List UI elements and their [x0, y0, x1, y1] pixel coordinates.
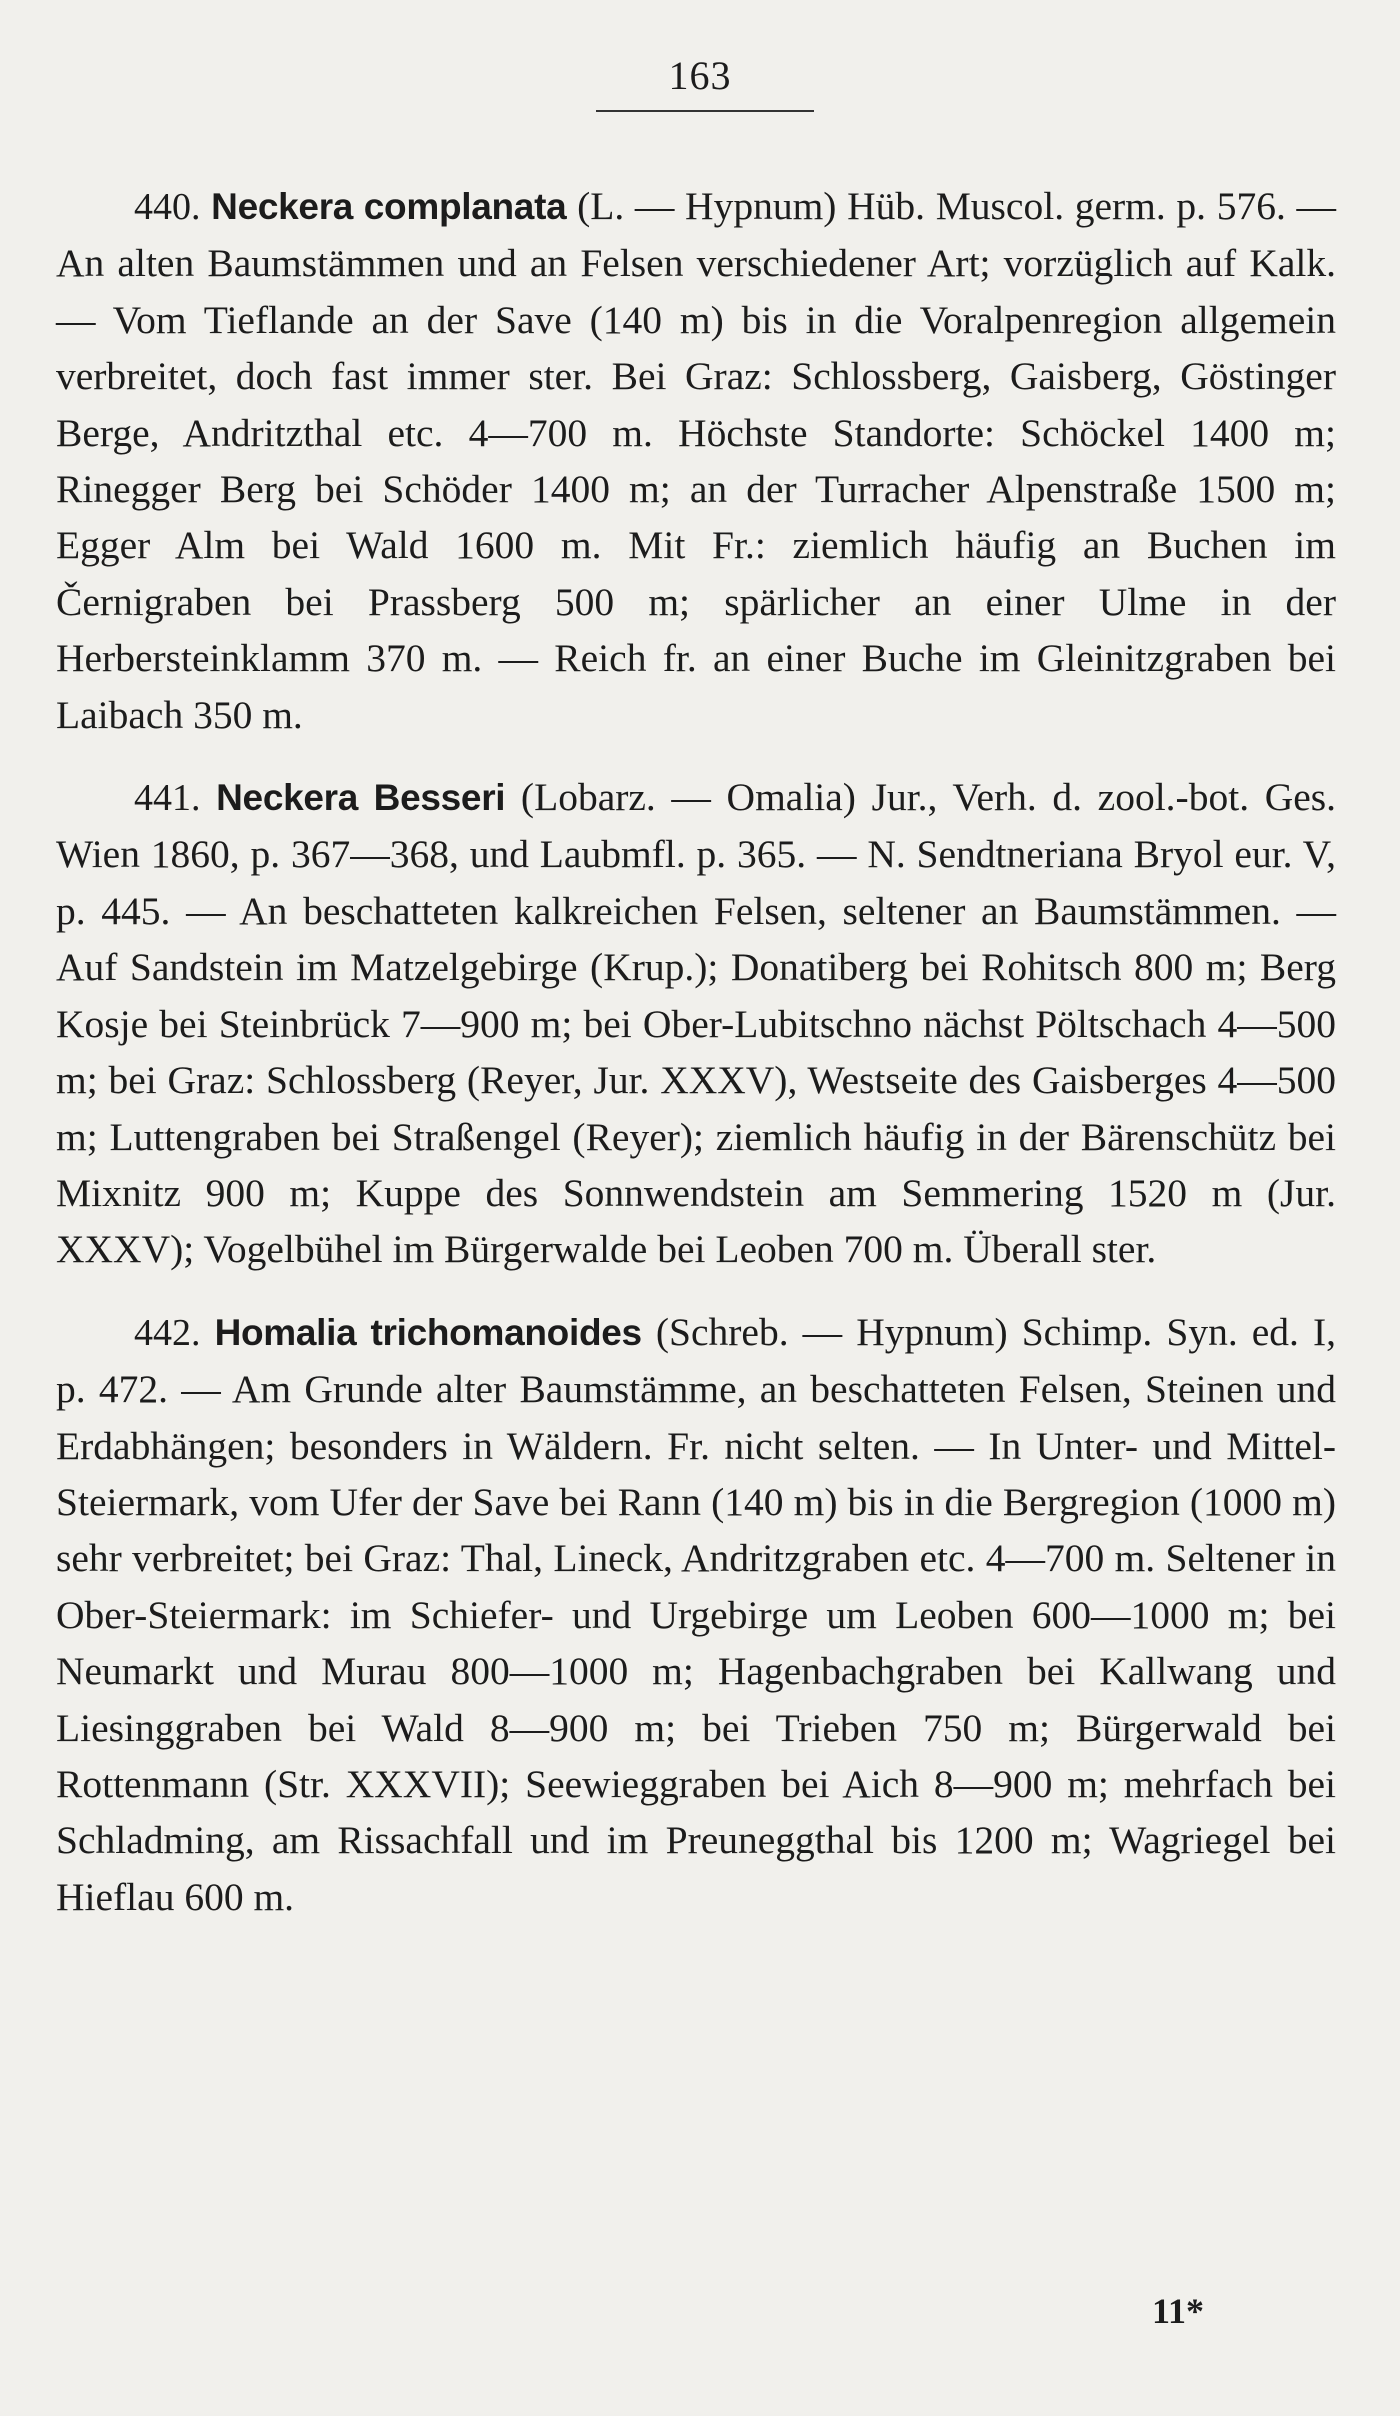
species-name: complanata	[363, 186, 567, 227]
entry-description: — Am Grunde alter Baumstämme, an beschatteten Felsen, Steinen und Erdabhängen; besonders in Wäldern. Fr. nicht selten. — In Unter- und Mittel-Steiermark, vom Ufer der Save bei Rann (140 m) bis in die Bergregion (1000 m) sehr verbreitet; bei Graz: Thal, Lineck, Andritzgraben etc. 4—700 m. Seltener in Ober-Steiermark: im Schiefer- und Urgebirge um Leoben 600—1000 m; bei Neumarkt und Murau 800—1000 m; Hagenbachgraben bei Kallwang und Liesinggraben bei Wald 8—900 m; bei Trieben 750 m; Bürgerwald bei Rottenmann (Str. XXXVII); Seewieggraben bei Aich 8—900 m; mehrfach bei Schladming, am Rissachfall und im Preuneggthal bis 1200 m; Wagriegel bei Hieflau 600 m.	[56, 1367, 1336, 1919]
authority-citation: (Schreb. — Hypnum) Schimp. Syn. ed. I, p. 472.	[56, 1309, 1337, 1412]
species-name: Besseri	[373, 777, 506, 819]
genus-name: Neckera	[211, 186, 354, 227]
entry-number: 441.	[134, 777, 201, 820]
page-number: 163	[668, 53, 732, 98]
entry-number: 442.	[134, 1311, 201, 1354]
genus-name: Neckera	[216, 777, 359, 819]
signature-mark: 11*	[1151, 2291, 1204, 2331]
genus-name: Homalia	[214, 1311, 357, 1353]
entry-description: — An alten Baumstämmen und an Felsen verschiedener Art; vorzüglich auf Kalk. — Vom Tieflande an der Save (140 m) bis in die Voralpenregion allgemein verbreitet, doch fast immer ster. Bei Graz: Schlossberg, Gaisberg, Göstinger Berge, Andritzthal etc. 4—700 m. Höchste Standorte: Schöckel 1400 m; Rinegger Berg bei Schöder 1400 m; an der Turracher Alpenstraße 1500 m; Egger Alm bei Wald 1600 m. Mit Fr.: ziemlich häufig an Buchen im Černigraben bei Prassberg 500 m; spärlicher an einer Ulme in der Herbersteinklamm 370 m. — Reich fr. an einer Buche im Gleinitzgraben bei Laibach 350 m.	[56, 184, 1337, 737]
entry-description: — An beschatteten kalkreichen Felsen, seltener an Baumstämmen. — Auf Sandstein im Matzelgebirge (Krup.); Donatiberg bei Rohitsch 800 m; Berg Kosje bei Steinbrück 7—900 m; bei Ober-Lubitschno nächst Pöltschach 4—500 m; bei Graz: Schlossberg (Reyer, Jur. XXXV), Westseite des Gaisberges 4—500 m; Luttengraben bei Straßengel (Reyer); ziemlich häufig in der Bärenschütz bei Mixnitz 900 m; Kuppe des Sonnwendstein am Semmering 1520 m (Jur. XXXV); Vogelbühel im Bürgerwalde bei Leoben 700 m. Überall ster.	[56, 888, 1337, 1272]
entry-441	[56, 769, 1336, 1278]
authority-citation: (L. — Hypnum) Hüb. Muscol. germ. p. 576.	[577, 184, 1286, 228]
entry-442	[56, 1304, 1336, 1925]
body-text	[56, 178, 1336, 1951]
header-rule	[596, 110, 814, 112]
entry-440	[56, 178, 1336, 743]
species-name: trichomanoides	[370, 1311, 642, 1353]
entry-number: 440.	[134, 186, 201, 228]
authority-citation: (Lobarz. — Omalia) Jur., Verh. d. zool.-bot. Ges. Wien 1860, p. 367—368, und Laubmfl. p. 365. — N. Sendtneriana Bryol eur. V, p. 445.	[56, 775, 1336, 933]
